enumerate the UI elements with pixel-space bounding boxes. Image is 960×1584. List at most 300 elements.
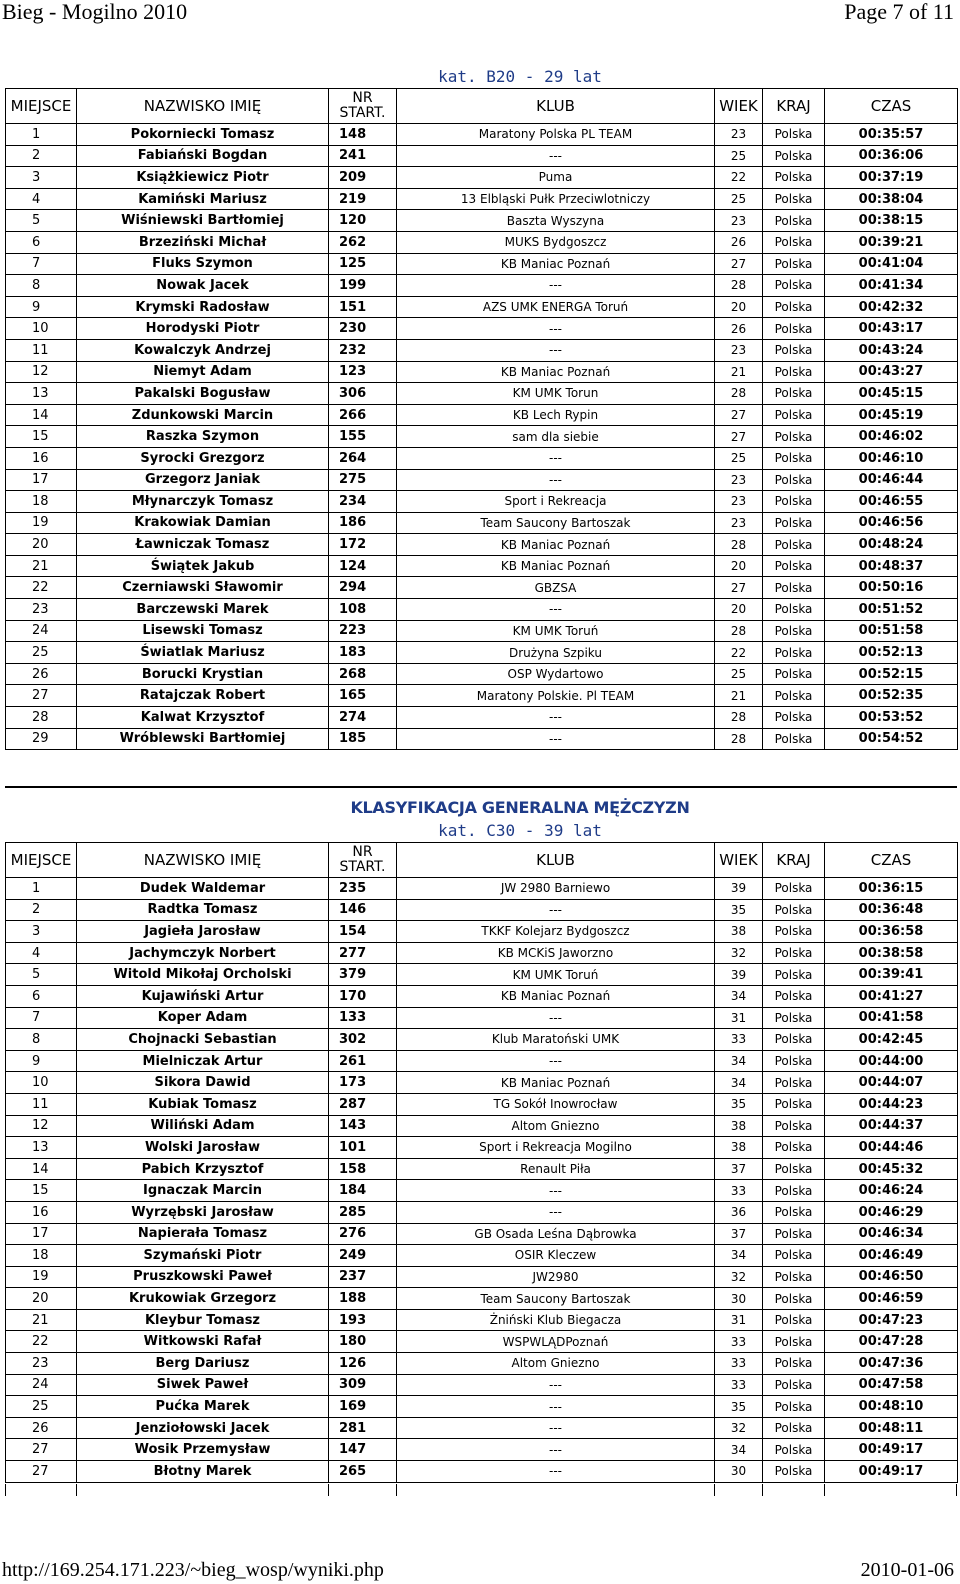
age-cell: 32 xyxy=(715,1417,763,1439)
club-cell: Altom Gniezno xyxy=(397,1353,715,1375)
table-row xyxy=(6,1180,958,1202)
table-row xyxy=(6,899,958,921)
age-cell: 30 xyxy=(715,1288,763,1310)
table-row xyxy=(6,1439,958,1461)
col-header-miejsce: MIEJSCE xyxy=(6,843,77,878)
country-cell: Polska xyxy=(763,383,825,405)
time-cell: 00:51:58 xyxy=(825,620,958,642)
name-cell: Borucki Krystian xyxy=(77,663,329,685)
time-cell: 00:46:10 xyxy=(825,447,958,469)
age-cell: 36 xyxy=(715,1201,763,1223)
time-cell: 00:38:15 xyxy=(825,210,958,232)
club-cell: AZS UMK ENERGA Toruń xyxy=(397,296,715,318)
results-table-c30 xyxy=(5,842,958,1483)
col-header-kraj: KRAJ xyxy=(763,843,825,878)
time-cell: 00:45:32 xyxy=(825,1158,958,1180)
country-cell: Polska xyxy=(763,275,825,297)
bib-number-cell: 275 xyxy=(329,469,397,491)
place-cell: 24 xyxy=(6,1374,77,1396)
age-cell: 37 xyxy=(715,1158,763,1180)
time-cell: 00:41:04 xyxy=(825,253,958,275)
time-cell: 00:36:58 xyxy=(825,921,958,943)
place-cell: 22 xyxy=(6,1331,77,1353)
bib-number-cell: 232 xyxy=(329,339,397,361)
bib-number-cell: 302 xyxy=(329,1029,397,1051)
country-cell: Polska xyxy=(763,942,825,964)
age-cell: 21 xyxy=(715,685,763,707)
name-cell: Światlak Mariusz xyxy=(77,642,329,664)
bib-number-cell: 155 xyxy=(329,426,397,448)
time-cell: 00:50:16 xyxy=(825,577,958,599)
country-cell: Polska xyxy=(763,1201,825,1223)
bib-number-cell: 146 xyxy=(329,899,397,921)
age-cell: 39 xyxy=(715,964,763,986)
time-cell: 00:36:06 xyxy=(825,145,958,167)
name-cell: Krukowiak Grzegorz xyxy=(77,1288,329,1310)
age-cell: 34 xyxy=(715,1439,763,1461)
col-header-klub: KLUB xyxy=(397,843,715,878)
age-cell: 20 xyxy=(715,555,763,577)
country-cell: Polska xyxy=(763,1461,825,1483)
table-row xyxy=(6,1137,958,1159)
time-cell: 00:52:13 xyxy=(825,642,958,664)
time-cell: 00:46:44 xyxy=(825,469,958,491)
place-cell: 4 xyxy=(6,188,77,210)
bib-number-cell: 154 xyxy=(329,921,397,943)
age-cell: 34 xyxy=(715,1072,763,1094)
table-row xyxy=(6,469,958,491)
bib-number-cell: 277 xyxy=(329,942,397,964)
name-cell: Pruszkowski Paweł xyxy=(77,1266,329,1288)
time-cell: 00:36:15 xyxy=(825,878,958,900)
name-cell: Niemyt Adam xyxy=(77,361,329,383)
table-row xyxy=(6,124,958,146)
name-cell: Witkowski Rafał xyxy=(77,1331,329,1353)
bib-number-cell: 264 xyxy=(329,447,397,469)
col-header-miejsce: MIEJSCE xyxy=(6,89,77,124)
time-cell: 00:46:02 xyxy=(825,426,958,448)
name-cell: Wiliński Adam xyxy=(77,1115,329,1137)
name-cell: Świątek Jakub xyxy=(77,555,329,577)
country-cell: Polska xyxy=(763,1115,825,1137)
club-cell: KB Maniac Poznań xyxy=(397,985,715,1007)
name-cell: Siwek Paweł xyxy=(77,1374,329,1396)
bib-number-cell: 173 xyxy=(329,1072,397,1094)
name-cell: Kamiński Mariusz xyxy=(77,188,329,210)
club-cell: KB Maniac Poznań xyxy=(397,253,715,275)
country-cell: Polska xyxy=(763,447,825,469)
table-row xyxy=(6,1158,958,1180)
place-cell: 25 xyxy=(6,1396,77,1418)
place-cell: 17 xyxy=(6,469,77,491)
time-cell: 00:52:15 xyxy=(825,663,958,685)
place-cell: 15 xyxy=(6,1180,77,1202)
name-cell: Błotny Marek xyxy=(77,1461,329,1483)
club-cell: --- xyxy=(397,707,715,729)
name-cell: Pokorniecki Tomasz xyxy=(77,124,329,146)
section-heading: KLASYFIKACJA GENERALNA MĘŻCZYZN xyxy=(350,798,690,817)
place-cell: 15 xyxy=(6,426,77,448)
time-cell: 00:42:32 xyxy=(825,296,958,318)
bib-number-cell: 285 xyxy=(329,1201,397,1223)
col-header-nr xyxy=(329,89,397,124)
time-cell: 00:45:19 xyxy=(825,404,958,426)
country-cell: Polska xyxy=(763,1050,825,1072)
name-cell: Zdunkowski Marcin xyxy=(77,404,329,426)
age-cell: 22 xyxy=(715,167,763,189)
name-cell: Fluks Szymon xyxy=(77,253,329,275)
club-cell: --- xyxy=(397,1201,715,1223)
time-cell: 00:46:50 xyxy=(825,1266,958,1288)
place-cell: 12 xyxy=(6,361,77,383)
time-cell: 00:36:48 xyxy=(825,899,958,921)
table-row xyxy=(6,728,958,750)
name-cell: Horodyski Piotr xyxy=(77,318,329,340)
name-cell: Radtka Tomasz xyxy=(77,899,329,921)
name-cell: Ratajczak Robert xyxy=(77,685,329,707)
bib-number-cell: 266 xyxy=(329,404,397,426)
col-header-kraj: KRAJ xyxy=(763,89,825,124)
bib-number-cell: 261 xyxy=(329,1050,397,1072)
name-cell: Wolski Jarosław xyxy=(77,1137,329,1159)
document-title: Bieg - Mogilno 2010 xyxy=(2,0,188,24)
table-row xyxy=(6,707,958,729)
age-cell: 32 xyxy=(715,1266,763,1288)
bib-number-cell: 219 xyxy=(329,188,397,210)
club-cell: KM UMK Toruń xyxy=(397,964,715,986)
club-cell: --- xyxy=(397,145,715,167)
name-cell: Lisewski Tomasz xyxy=(77,620,329,642)
country-cell: Polska xyxy=(763,167,825,189)
club-cell: --- xyxy=(397,1396,715,1418)
age-cell: 25 xyxy=(715,188,763,210)
bib-number-cell: 193 xyxy=(329,1309,397,1331)
place-cell: 16 xyxy=(6,447,77,469)
bib-number-cell: 268 xyxy=(329,663,397,685)
time-cell: 00:46:56 xyxy=(825,512,958,534)
bib-number-cell: 209 xyxy=(329,167,397,189)
table-row xyxy=(6,404,958,426)
age-cell: 27 xyxy=(715,253,763,275)
table-row xyxy=(6,210,958,232)
club-cell: WSPWLĄDPoznań xyxy=(397,1331,715,1353)
name-cell: Kalwat Krzysztof xyxy=(77,707,329,729)
time-cell: 00:49:17 xyxy=(825,1461,958,1483)
club-cell: MUKS Bydgoszcz xyxy=(397,231,715,253)
table-row xyxy=(6,145,958,167)
country-cell: Polska xyxy=(763,878,825,900)
place-cell: 22 xyxy=(6,577,77,599)
country-cell: Polska xyxy=(763,1353,825,1375)
table-header-row xyxy=(6,89,958,124)
age-cell: 20 xyxy=(715,599,763,621)
age-cell: 34 xyxy=(715,1050,763,1072)
age-cell: 39 xyxy=(715,878,763,900)
place-cell: 1 xyxy=(6,124,77,146)
age-cell: 28 xyxy=(715,275,763,297)
age-cell: 31 xyxy=(715,1007,763,1029)
age-cell: 33 xyxy=(715,1353,763,1375)
place-cell: 29 xyxy=(6,728,77,750)
country-cell: Polska xyxy=(763,339,825,361)
country-cell: Polska xyxy=(763,1266,825,1288)
time-cell: 00:44:07 xyxy=(825,1072,958,1094)
table-row xyxy=(6,555,958,577)
bib-number-cell: 306 xyxy=(329,383,397,405)
place-cell: 18 xyxy=(6,491,77,513)
country-cell: Polska xyxy=(763,577,825,599)
club-cell: KB Maniac Poznań xyxy=(397,555,715,577)
bib-number-cell: 184 xyxy=(329,1180,397,1202)
time-cell: 00:45:15 xyxy=(825,383,958,405)
place-cell: 5 xyxy=(6,210,77,232)
club-cell: JW 2980 Barniewo xyxy=(397,878,715,900)
age-cell: 35 xyxy=(715,899,763,921)
country-cell: Polska xyxy=(763,318,825,340)
place-cell: 2 xyxy=(6,145,77,167)
time-cell: 00:46:59 xyxy=(825,1288,958,1310)
name-cell: Pućka Marek xyxy=(77,1396,329,1418)
place-cell: 16 xyxy=(6,1201,77,1223)
bib-number-cell: 199 xyxy=(329,275,397,297)
table-row xyxy=(6,1309,958,1331)
club-cell: GBZSA xyxy=(397,577,715,599)
name-cell: Mielniczak Artur xyxy=(77,1050,329,1072)
age-cell: 27 xyxy=(715,426,763,448)
time-cell: 00:43:24 xyxy=(825,339,958,361)
place-cell: 11 xyxy=(6,339,77,361)
table-row xyxy=(6,534,958,556)
place-cell: 14 xyxy=(6,404,77,426)
place-cell: 6 xyxy=(6,985,77,1007)
table-row xyxy=(6,599,958,621)
club-cell: Klub Maratoński UMK xyxy=(397,1029,715,1051)
results-body-b20 xyxy=(6,124,958,750)
bib-number-cell: 188 xyxy=(329,1288,397,1310)
club-cell: --- xyxy=(397,1374,715,1396)
country-cell: Polska xyxy=(763,1396,825,1418)
club-cell: KB Maniac Poznań xyxy=(397,1072,715,1094)
table-row xyxy=(6,167,958,189)
time-cell: 00:44:37 xyxy=(825,1115,958,1137)
table-row xyxy=(6,663,958,685)
country-cell: Polska xyxy=(763,1093,825,1115)
bib-number-cell: 170 xyxy=(329,985,397,1007)
name-cell: Wosik Przemysław xyxy=(77,1439,329,1461)
place-cell: 17 xyxy=(6,1223,77,1245)
country-cell: Polska xyxy=(763,1288,825,1310)
country-cell: Polska xyxy=(763,899,825,921)
age-cell: 33 xyxy=(715,1331,763,1353)
name-cell: Kowalczyk Andrzej xyxy=(77,339,329,361)
name-cell: Czerniawski Sławomir xyxy=(77,577,329,599)
age-cell: 33 xyxy=(715,1180,763,1202)
table-row xyxy=(6,964,958,986)
time-cell: 00:43:17 xyxy=(825,318,958,340)
club-cell: --- xyxy=(397,447,715,469)
bib-number-cell: 133 xyxy=(329,1007,397,1029)
time-cell: 00:51:52 xyxy=(825,599,958,621)
club-cell: KB Maniac Poznań xyxy=(397,361,715,383)
place-cell: 2 xyxy=(6,899,77,921)
bib-number-cell: 249 xyxy=(329,1245,397,1267)
place-cell: 25 xyxy=(6,642,77,664)
age-cell: 38 xyxy=(715,1137,763,1159)
club-cell: --- xyxy=(397,469,715,491)
name-cell: Brzeziński Michał xyxy=(77,231,329,253)
place-cell: 10 xyxy=(6,1072,77,1094)
club-cell: JW2980 xyxy=(397,1266,715,1288)
place-cell: 4 xyxy=(6,942,77,964)
age-cell: 21 xyxy=(715,361,763,383)
time-cell: 00:39:41 xyxy=(825,964,958,986)
country-cell: Polska xyxy=(763,1180,825,1202)
club-cell: Maratony Polska PL TEAM xyxy=(397,124,715,146)
bib-number-cell: 241 xyxy=(329,145,397,167)
category-title: kat. B20 - 29 lat xyxy=(438,67,602,86)
table-row xyxy=(6,1245,958,1267)
country-cell: Polska xyxy=(763,491,825,513)
time-cell: 00:44:00 xyxy=(825,1050,958,1072)
club-cell: 13 Elbląski Pułk Przeciwlotniczy xyxy=(397,188,715,210)
name-cell: Grzegorz Janiak xyxy=(77,469,329,491)
time-cell: 00:44:46 xyxy=(825,1137,958,1159)
results-table-b20 xyxy=(5,88,958,750)
place-cell: 10 xyxy=(6,318,77,340)
name-cell: Jenziołowski Jacek xyxy=(77,1417,329,1439)
page-footer xyxy=(0,1558,960,1584)
name-cell: Ławniczak Tomasz xyxy=(77,534,329,556)
bib-number-cell: 309 xyxy=(329,1374,397,1396)
club-cell: sam dla siebie xyxy=(397,426,715,448)
country-cell: Polska xyxy=(763,1309,825,1331)
table-row xyxy=(6,685,958,707)
table-row xyxy=(6,642,958,664)
age-cell: 25 xyxy=(715,145,763,167)
place-cell: 26 xyxy=(6,1417,77,1439)
bib-number-cell: 183 xyxy=(329,642,397,664)
club-cell: Drużyna Szpiku xyxy=(397,642,715,664)
time-cell: 00:47:58 xyxy=(825,1374,958,1396)
club-cell: Renault Piła xyxy=(397,1158,715,1180)
place-cell: 19 xyxy=(6,512,77,534)
bib-number-cell: 143 xyxy=(329,1115,397,1137)
col-header-nazwisko: NAZWISKO IMIĘ xyxy=(77,843,329,878)
country-cell: Polska xyxy=(763,1158,825,1180)
age-cell: 23 xyxy=(715,210,763,232)
country-cell: Polska xyxy=(763,253,825,275)
age-cell: 27 xyxy=(715,404,763,426)
name-cell: Witold Mikołaj Orcholski xyxy=(77,964,329,986)
table-row xyxy=(6,1374,958,1396)
bib-number-cell: 180 xyxy=(329,1331,397,1353)
age-cell: 38 xyxy=(715,921,763,943)
place-cell: 23 xyxy=(6,1353,77,1375)
name-cell: Kubiak Tomasz xyxy=(77,1093,329,1115)
name-cell: Książkiewicz Piotr xyxy=(77,167,329,189)
name-cell: Raszka Szymon xyxy=(77,426,329,448)
name-cell: Sikora Dawid xyxy=(77,1072,329,1094)
time-cell: 00:53:52 xyxy=(825,707,958,729)
country-cell: Polska xyxy=(763,1417,825,1439)
name-cell: Krakowiak Damian xyxy=(77,512,329,534)
time-cell: 00:48:24 xyxy=(825,534,958,556)
bib-number-cell: 276 xyxy=(329,1223,397,1245)
country-cell: Polska xyxy=(763,985,825,1007)
country-cell: Polska xyxy=(763,361,825,383)
name-cell: Wiśniewski Bartłomiej xyxy=(77,210,329,232)
place-cell: 3 xyxy=(6,921,77,943)
club-cell: Żniński Klub Biegacza xyxy=(397,1309,715,1331)
col-header-klub: KLUB xyxy=(397,89,715,124)
club-cell: --- xyxy=(397,1417,715,1439)
age-cell: 28 xyxy=(715,534,763,556)
club-cell: Sport i Rekreacja Mogilno xyxy=(397,1137,715,1159)
bib-number-cell: 120 xyxy=(329,210,397,232)
time-cell: 00:38:58 xyxy=(825,942,958,964)
club-cell: --- xyxy=(397,599,715,621)
country-cell: Polska xyxy=(763,642,825,664)
club-cell: Team Saucony Bartoszak xyxy=(397,1288,715,1310)
bib-number-cell: 379 xyxy=(329,964,397,986)
time-cell: 00:46:49 xyxy=(825,1245,958,1267)
time-cell: 00:54:52 xyxy=(825,728,958,750)
place-cell: 18 xyxy=(6,1245,77,1267)
country-cell: Polska xyxy=(763,1007,825,1029)
category-title: kat. C30 - 39 lat xyxy=(438,821,602,840)
table-row xyxy=(6,296,958,318)
age-cell: 35 xyxy=(715,1093,763,1115)
table-row xyxy=(6,253,958,275)
country-cell: Polska xyxy=(763,1072,825,1094)
name-cell: Szymański Piotr xyxy=(77,1245,329,1267)
time-cell: 00:42:45 xyxy=(825,1029,958,1051)
col-header-nr xyxy=(329,843,397,878)
place-cell: 13 xyxy=(6,1137,77,1159)
bib-number-cell: 230 xyxy=(329,318,397,340)
page-number: Page 7 of 11 xyxy=(844,0,954,24)
page-url: http://169.254.171.223/~bieg_wosp/wyniki.php xyxy=(2,1559,384,1581)
bib-number-cell: 274 xyxy=(329,707,397,729)
place-cell: 5 xyxy=(6,964,77,986)
name-cell: Berg Dariusz xyxy=(77,1353,329,1375)
age-cell: 25 xyxy=(715,663,763,685)
name-cell: Dudek Waldemar xyxy=(77,878,329,900)
age-cell: 35 xyxy=(715,1396,763,1418)
table-row xyxy=(6,231,958,253)
time-cell: 00:48:10 xyxy=(825,1396,958,1418)
place-cell: 11 xyxy=(6,1093,77,1115)
age-cell: 38 xyxy=(715,1115,763,1137)
name-cell: Ignaczak Marcin xyxy=(77,1180,329,1202)
club-cell: KM UMK Toruń xyxy=(397,620,715,642)
table-row xyxy=(6,878,958,900)
place-cell: 12 xyxy=(6,1115,77,1137)
country-cell: Polska xyxy=(763,555,825,577)
table-header-row xyxy=(6,843,958,878)
place-cell: 7 xyxy=(6,253,77,275)
country-cell: Polska xyxy=(763,210,825,232)
table-row xyxy=(6,512,958,534)
age-cell: 23 xyxy=(715,339,763,361)
bib-number-cell: 147 xyxy=(329,1439,397,1461)
age-cell: 28 xyxy=(715,707,763,729)
country-cell: Polska xyxy=(763,231,825,253)
place-cell: 26 xyxy=(6,663,77,685)
time-cell: 00:46:55 xyxy=(825,491,958,513)
name-cell: Chojnacki Sebastian xyxy=(77,1029,329,1051)
table-row xyxy=(6,1417,958,1439)
